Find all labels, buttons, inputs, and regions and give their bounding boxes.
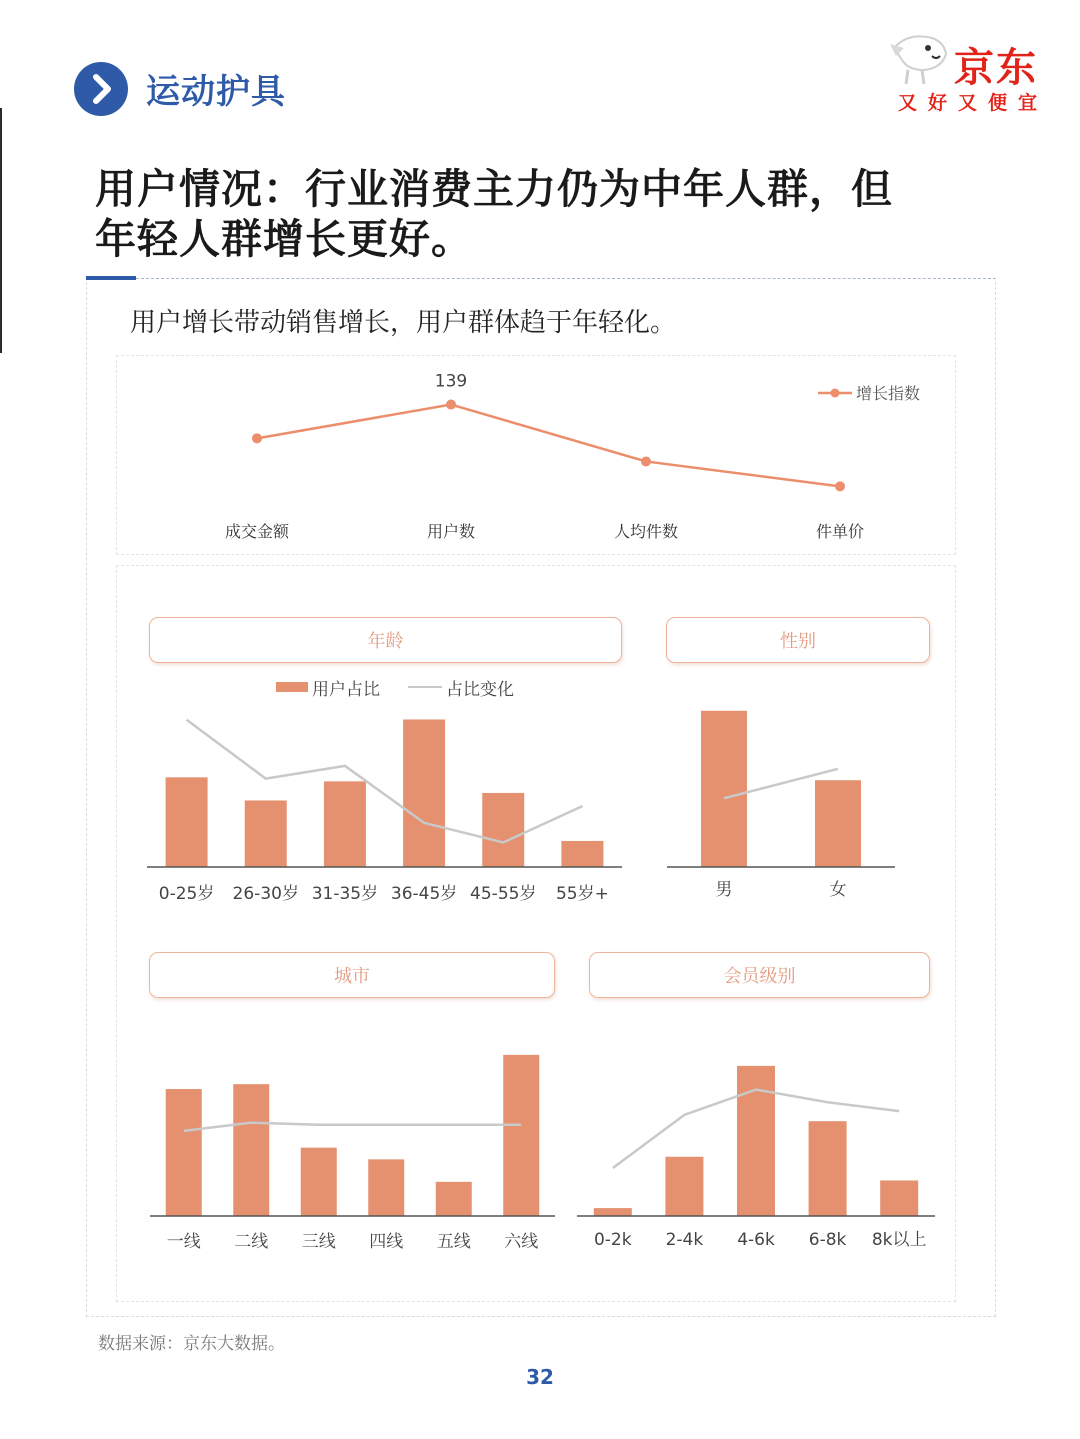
- city-bar: [368, 1159, 404, 1216]
- growth-legend-label: 增长指数: [856, 384, 921, 403]
- age-x-tick-label: 45-55岁: [470, 884, 537, 904]
- city-x-tick-label: 四线: [369, 1232, 404, 1252]
- section-title: 运动护具: [146, 72, 286, 112]
- city-x-tick-label: 三线: [301, 1232, 336, 1252]
- age-bar: [403, 719, 445, 867]
- member-x-tick-label: 8k以上: [871, 1230, 927, 1250]
- growth-x-tick-label: 成交金额: [224, 522, 290, 541]
- member-x-tick-label: 0-2k: [593, 1230, 632, 1250]
- growth-data-label: 139: [434, 371, 468, 392]
- member-x-tick-label: 4-6k: [737, 1230, 775, 1250]
- growth-x-tick-label: 人均件数: [613, 522, 679, 541]
- city-bar: [503, 1055, 539, 1216]
- age-x-tick-label: 0-25岁: [158, 884, 215, 904]
- gender-bar: [815, 780, 861, 867]
- headline-line-2: 年轻人群增长更好。: [95, 215, 473, 263]
- member-bar: [665, 1157, 703, 1216]
- page-number: 32: [526, 1365, 554, 1389]
- city-x-tick-label: 二线: [234, 1232, 269, 1252]
- headline-line-1: 用户情况：行业消费主力仍为中年人群，但: [95, 165, 893, 213]
- member-x-tick-label: 2-4k: [665, 1230, 704, 1250]
- city-bar: [301, 1148, 337, 1216]
- age-bar: [166, 777, 208, 867]
- member-x-tick-label: 6-8k: [808, 1230, 847, 1250]
- city-bar: [233, 1084, 269, 1216]
- city-title-pill: 城市: [149, 952, 555, 998]
- data-source-note: 数据来源：京东大数据。: [98, 1334, 285, 1354]
- legend-line-label: 占比变化: [446, 680, 514, 700]
- city-bar: [166, 1089, 202, 1216]
- gender-bar: [701, 711, 747, 867]
- age-bar: [245, 800, 287, 867]
- member-bar: [880, 1180, 918, 1216]
- age-bar: [482, 793, 524, 867]
- member-bar: [594, 1208, 632, 1216]
- brand-slogan: 又好又便宜: [898, 92, 1049, 114]
- age-x-tick-label: 55岁+: [555, 884, 609, 904]
- gender-title-pill: 性别: [666, 617, 930, 663]
- city-bar: [436, 1182, 472, 1216]
- city-x-tick-label: 一线: [166, 1232, 201, 1252]
- age-x-tick-label: 26-30岁: [232, 884, 299, 904]
- legend-bar-label: 用户占比: [312, 680, 380, 700]
- subtitle: 用户增长带动销售增长，用户群体趋于年轻化。: [130, 308, 677, 338]
- member-bar: [809, 1121, 847, 1216]
- age-x-tick-label: 31-35岁: [311, 884, 379, 904]
- age-x-tick-label: 36-45岁: [390, 884, 458, 904]
- growth-x-tick-label: 用户数: [426, 522, 476, 541]
- city-x-tick-label: 六线: [504, 1232, 539, 1252]
- city-x-tick-label: 五线: [436, 1232, 471, 1252]
- gender-x-tick-label: 女: [829, 880, 847, 900]
- growth-x-tick-label: 件单价: [815, 522, 865, 541]
- gender-x-tick-label: 男: [715, 880, 733, 900]
- age-bar: [324, 781, 366, 867]
- member-title-pill: 会员级别: [589, 952, 930, 998]
- brand-logo-text: 京东: [954, 45, 1038, 91]
- age-title-pill: 年龄: [149, 617, 622, 663]
- age-bar: [561, 841, 603, 867]
